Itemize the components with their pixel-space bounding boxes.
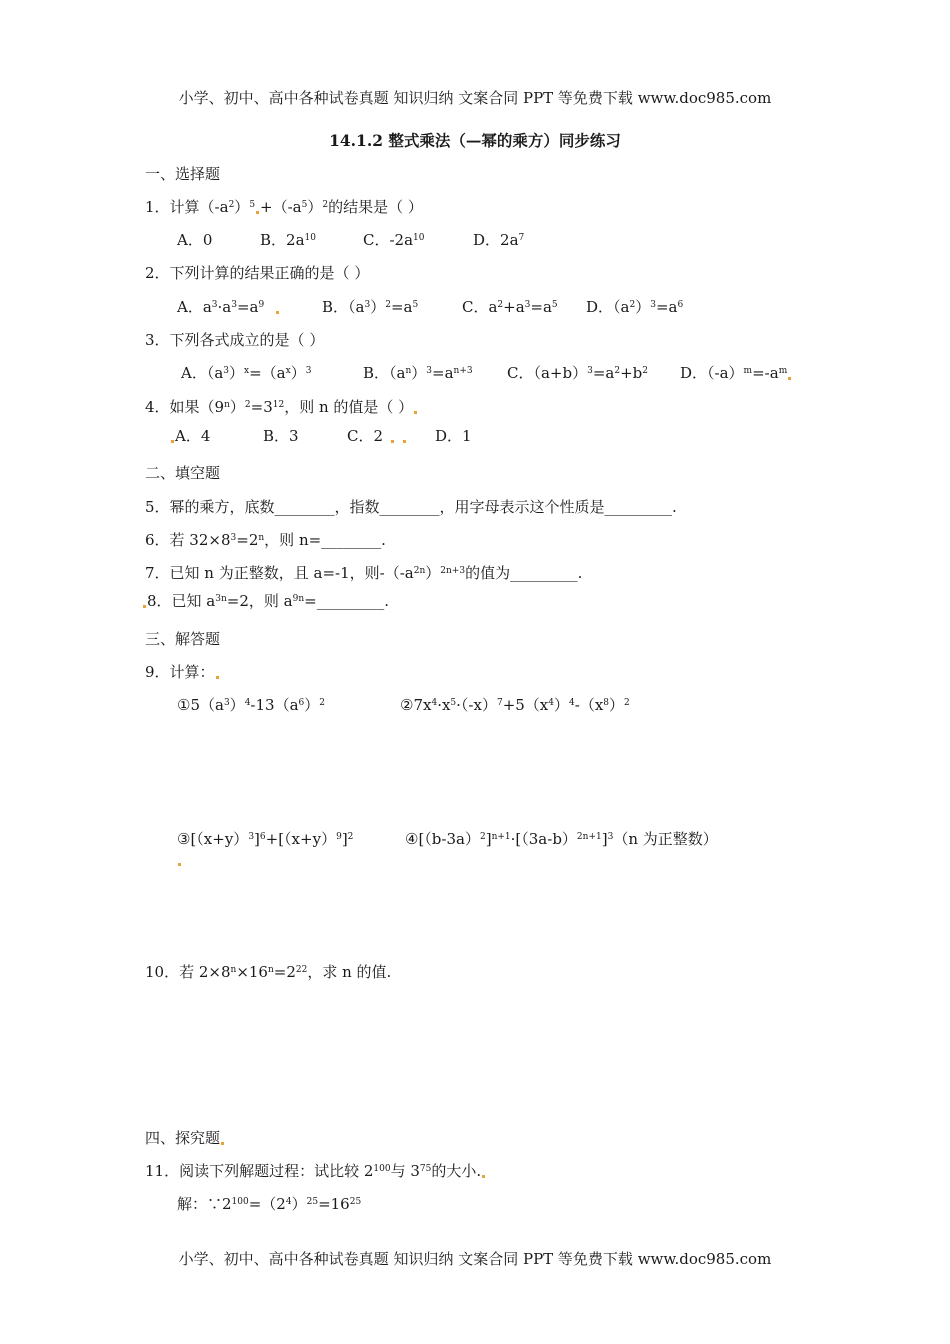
- question-7: 7．已知 n 为正整数，且 a=-1，则$-(-a^{2n})^{2n+3}$的值为_________.: [145, 564, 583, 582]
- question-3: 3．下列各式成立的是（ ）: [145, 331, 325, 349]
- question-1: 1．计算$(-a^2)^5 +(-a^5)^2$的结果是（ ）: [145, 198, 423, 216]
- q2-option-c: C．$a^2+a^3=a^5$: [462, 298, 558, 316]
- q3-option-c: C．$(a+b)^3=a^2+b^2$: [507, 364, 648, 382]
- question-2: 2．下列计算的结果正确的是（ ）: [145, 264, 370, 282]
- section-heading-4: 四、探究题: [145, 1127, 225, 1148]
- question-9: 9．计算：: [145, 661, 220, 682]
- section-heading-2: 二、填空题: [145, 464, 221, 482]
- q1-option-d: D．$2a^7$: [473, 231, 525, 249]
- question-11-solution: 解：$\because 2^{100}=(2^4)^{25}=16^{25}$: [177, 1195, 362, 1213]
- question-9-part-4: $④[(b-3a)^2]^{n+1}\cdot[(3a-b)^{2n+1}]^3(n$ 为正整数）: [405, 830, 718, 848]
- q3-option-b: B．$(a^n)^3=a^{n+3}$: [363, 364, 473, 382]
- q4-option-a: A．4: [170, 425, 210, 446]
- section-heading-3: 三、解答题: [145, 630, 221, 648]
- question-9-part-2: $②7x^4\cdot x^5\cdot(-x)^7+5(x^4)^4-(x^8)^2$: [400, 696, 630, 714]
- question-5: 5．幂的乘方，底数________，指数________，用字母表示这个性质是_________.: [145, 498, 677, 516]
- question-9-part-1: $①5(a^3)^4-13(a^6)^2$: [177, 696, 326, 714]
- question-10: 10．若 $2\times 8^n\times 16^n=2^{22}$，求 n 的值.: [145, 963, 392, 981]
- page-footer: 小学、初中、高中各种试卷真题 知识归纳 文案合同 PPT 等免费下载 www.doc985.com: [178, 1250, 772, 1268]
- stray-mark: [177, 850, 182, 868]
- q1-option-b: B．$2a^{10}$: [260, 231, 316, 249]
- q2-option-d: D．$(a^2)^3=a^6$: [586, 298, 684, 316]
- question-8: 8．已知 $a^{3n}=2$，则 $a^{9n}=\_\_\_\_\_\_\_\_\_$.: [142, 590, 389, 611]
- q4-option-d: D．1: [435, 427, 472, 445]
- q3-option-a: A．$(a^3)^x=(a^x)^3$: [181, 364, 312, 382]
- question-6: 6．若 $32\times 8^3=2^n$，则 n=________.: [145, 531, 386, 549]
- page-title: 14.1.2 整式乘法（—幂的乘方）同步练习: [329, 131, 621, 150]
- q2-option-a: A．$a^3\cdot a^3=a^9$: [177, 296, 280, 317]
- question-9-part-3: $③[(x+y)^3]^6+[(x+y)^9]^2$: [177, 830, 354, 848]
- q4-option-b: B．3: [263, 427, 299, 445]
- q4-option-c: C．2: [347, 425, 407, 446]
- question-11: 11．阅读下列解题过程：试比较 $2^{100}$与 $3^{75}$的大小.: [145, 1160, 486, 1181]
- page-header: 小学、初中、高中各种试卷真题 知识归纳 文案合同 PPT 等免费下载 www.doc985.com: [178, 89, 772, 107]
- question-4: 4．如果$(9^n)^2=3^{12}$，则 n 的值是（ ）: [145, 396, 418, 417]
- q1-option-a: A．0: [177, 231, 213, 249]
- section-heading-1: 一、选择题: [145, 165, 221, 183]
- q2-option-b: B．$(a^3)^2=a^5$: [322, 298, 419, 316]
- q3-option-d: D．$(-a)^m=-a^m$: [680, 362, 792, 383]
- q1-option-c: C．$-2a^{10}$: [363, 231, 425, 249]
